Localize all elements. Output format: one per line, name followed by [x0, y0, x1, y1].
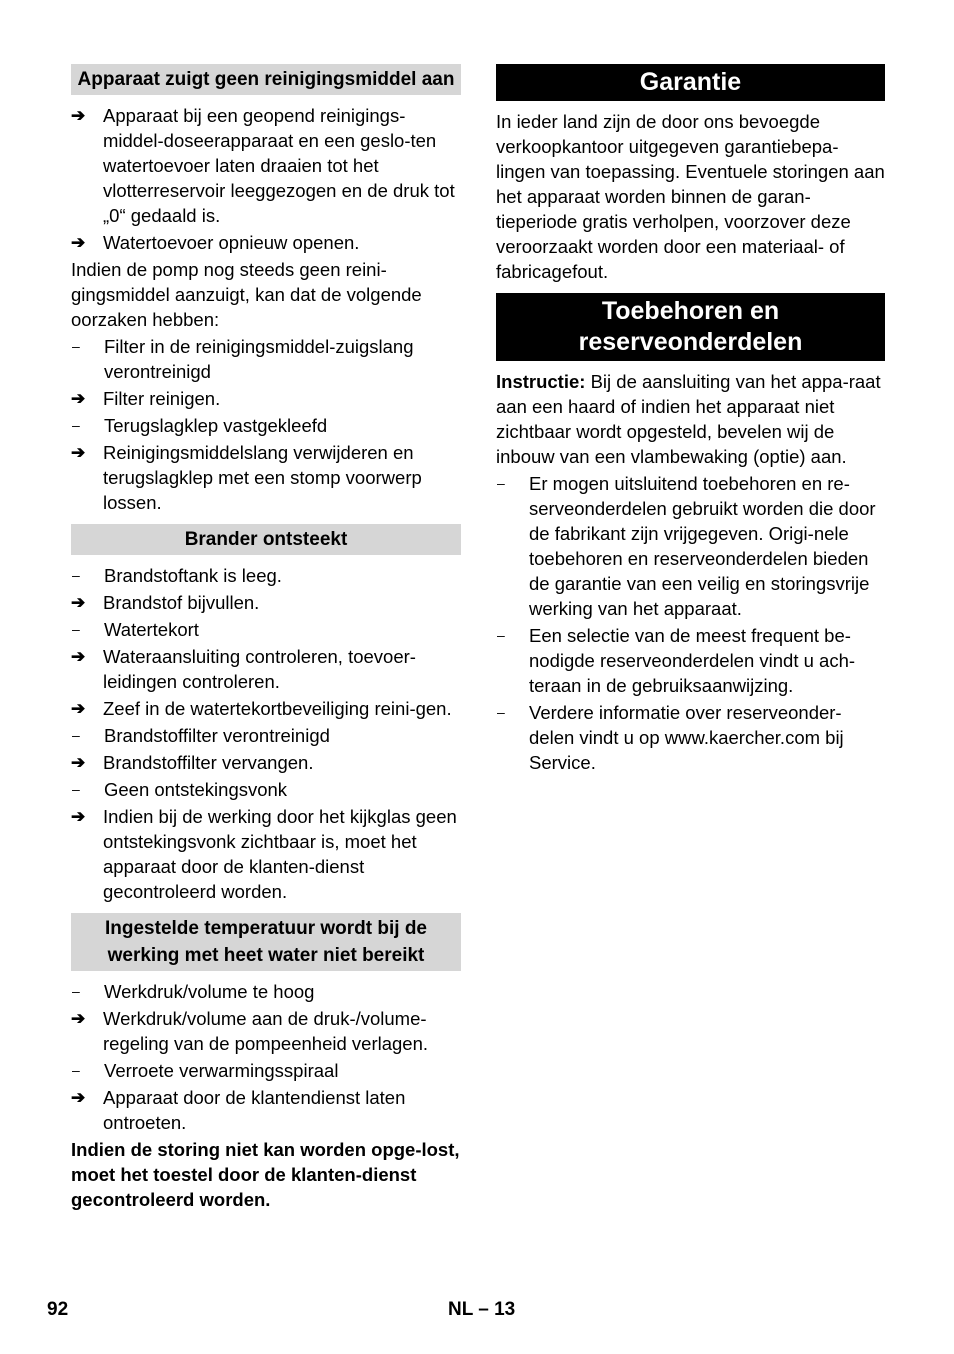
cause-item: – Brandstoffilter verontreinigd — [72, 725, 330, 746]
arrow-icon: ➔ — [71, 647, 86, 666]
dash-icon: – — [72, 338, 80, 354]
cause-item: – Filter in de reinigingsmiddel-zuigslang verontreinigd — [72, 336, 414, 382]
dash-icon: – — [497, 475, 505, 491]
cause-item: – Terugslagklep vastgekleefd — [72, 415, 328, 436]
arrow-icon: ➔ — [71, 593, 86, 612]
dash-icon: – — [72, 417, 80, 433]
cause-item: – Werkdruk/volume te hoog — [72, 981, 315, 1002]
dash-icon: – — [72, 621, 80, 637]
dash-icon: – — [72, 567, 80, 583]
dash-icon: – — [72, 727, 80, 743]
section-heading: Apparaat zuigt geen reinigingsmiddel aan — [71, 64, 461, 95]
page-reference: NL – 13 — [448, 1299, 516, 1320]
paragraph: In ieder land zijn de door ons bevoegde verkoopkantoor uitgegeven garantiebepa-lingen van toepassing. Eventuele storingen aan het apparaat worden binnen de garan-tieperiode gratis verholpen, voorzover deze veroorzaakt worden door een materiaal- of fabricagefout. — [496, 111, 885, 282]
right-column — [496, 64, 885, 777]
dash-icon: – — [497, 704, 505, 720]
paragraph: Indien de pomp nog steeds geen reini-gingsmiddel aanzuigt, kan dat de volgende oorzaken hebben: — [71, 259, 422, 330]
action-item: ➔ Reinigingsmiddelslang verwijderen en terugslagklep met een stomp voorwerp lossen. — [71, 442, 422, 513]
action-item: ➔ Apparaat bij een geopend reinigings-middel-doseerapparaat en een geslo-ten watertoevoer laten draaien tot het vlotterreservoir leeggezogen en de druk tot „0“ gedaald is. — [71, 105, 455, 226]
dash-icon: – — [72, 983, 80, 999]
dash-icon: – — [72, 1062, 80, 1078]
info-item: – Er mogen uitsluitend toebehoren en re-serveonderdelen gebruikt worden die door de fabrikant zijn vrijgegeven. Origi-nele toebehoren en reserveonderdelen bieden de garantie van een veilig en storingsvrije werking van het apparaat. — [497, 473, 876, 619]
instruction-label: Instructie: — [496, 371, 586, 392]
dash-icon: – — [72, 781, 80, 797]
action-item: ➔ Indien bij de werking door het kijkglas geen ontstekingsvonk zichtbaar is, moet het apparaat door de klanten-dienst gecontroleerd worden. — [71, 806, 457, 902]
cause-item: – Brandstoftank is leeg. — [72, 565, 282, 586]
section-heading: Brander ontsteekt — [71, 524, 461, 555]
dash-icon: – — [497, 627, 505, 643]
action-item: ➔ Apparaat door de klantendienst laten ontroeten. — [71, 1087, 406, 1133]
arrow-icon: ➔ — [71, 807, 86, 826]
arrow-icon: ➔ — [71, 106, 86, 125]
action-item: ➔ Brandstoffilter vervangen. — [71, 752, 314, 773]
action-item: ➔ Watertoevoer opnieuw openen. — [71, 232, 360, 253]
cause-item: – Verroete verwarmingsspiraal — [72, 1060, 339, 1081]
arrow-icon: ➔ — [71, 389, 86, 408]
action-item: ➔ Filter reinigen. — [71, 388, 221, 409]
arrow-icon: ➔ — [71, 233, 86, 252]
info-item: – Verdere informatie over reserveonder-delen vindt u op www.kaercher.com bij Service. — [497, 702, 844, 773]
arrow-icon: ➔ — [71, 1009, 86, 1028]
action-item: ➔ Brandstof bijvullen. — [71, 592, 260, 613]
cause-item: – Geen ontstekingsvonk — [72, 779, 288, 800]
paragraph: Instructie: Bij de aansluiting van het appa-raat aan een haard of indien het apparaat niet zichtbaar wordt opgesteld, bevelen wij de inbouw van een vlambewaking (optie) aan. — [496, 371, 881, 467]
arrow-icon: ➔ — [71, 753, 86, 772]
page-number: 92 — [47, 1299, 69, 1320]
cause-item: – Watertekort — [72, 619, 199, 640]
arrow-icon: ➔ — [71, 699, 86, 718]
action-item: ➔ Wateraansluiting controleren, toevoer-leidingen controleren. — [71, 646, 416, 692]
arrow-icon: ➔ — [71, 443, 86, 462]
info-item: – Een selectie van de meest frequent be-nodigde reserveonderdelen vindt u ach-teraan in de gebruiksaanwijzing. — [497, 625, 856, 696]
arrow-icon: ➔ — [71, 1088, 86, 1107]
left-column — [71, 64, 461, 1214]
section-heading-toebehoren: Toebehoren en reserveonderdelen — [496, 293, 885, 361]
action-item: ➔ Zeef in de watertekortbeveiliging reini-gen. — [71, 698, 452, 719]
action-item: ➔ Werkdruk/volume aan de druk-/volume-regeling van de pompeenheid verlagen. — [71, 1008, 429, 1054]
section-heading: Ingestelde temperatuur wordt bij de werking met heet water niet bereikt — [71, 913, 461, 971]
bold-notice: Indien de storing niet kan worden opge-lost, moet het toestel door de klanten-dienst gecontroleerd worden. — [71, 1139, 460, 1210]
section-heading-garantie: Garantie — [496, 64, 885, 101]
